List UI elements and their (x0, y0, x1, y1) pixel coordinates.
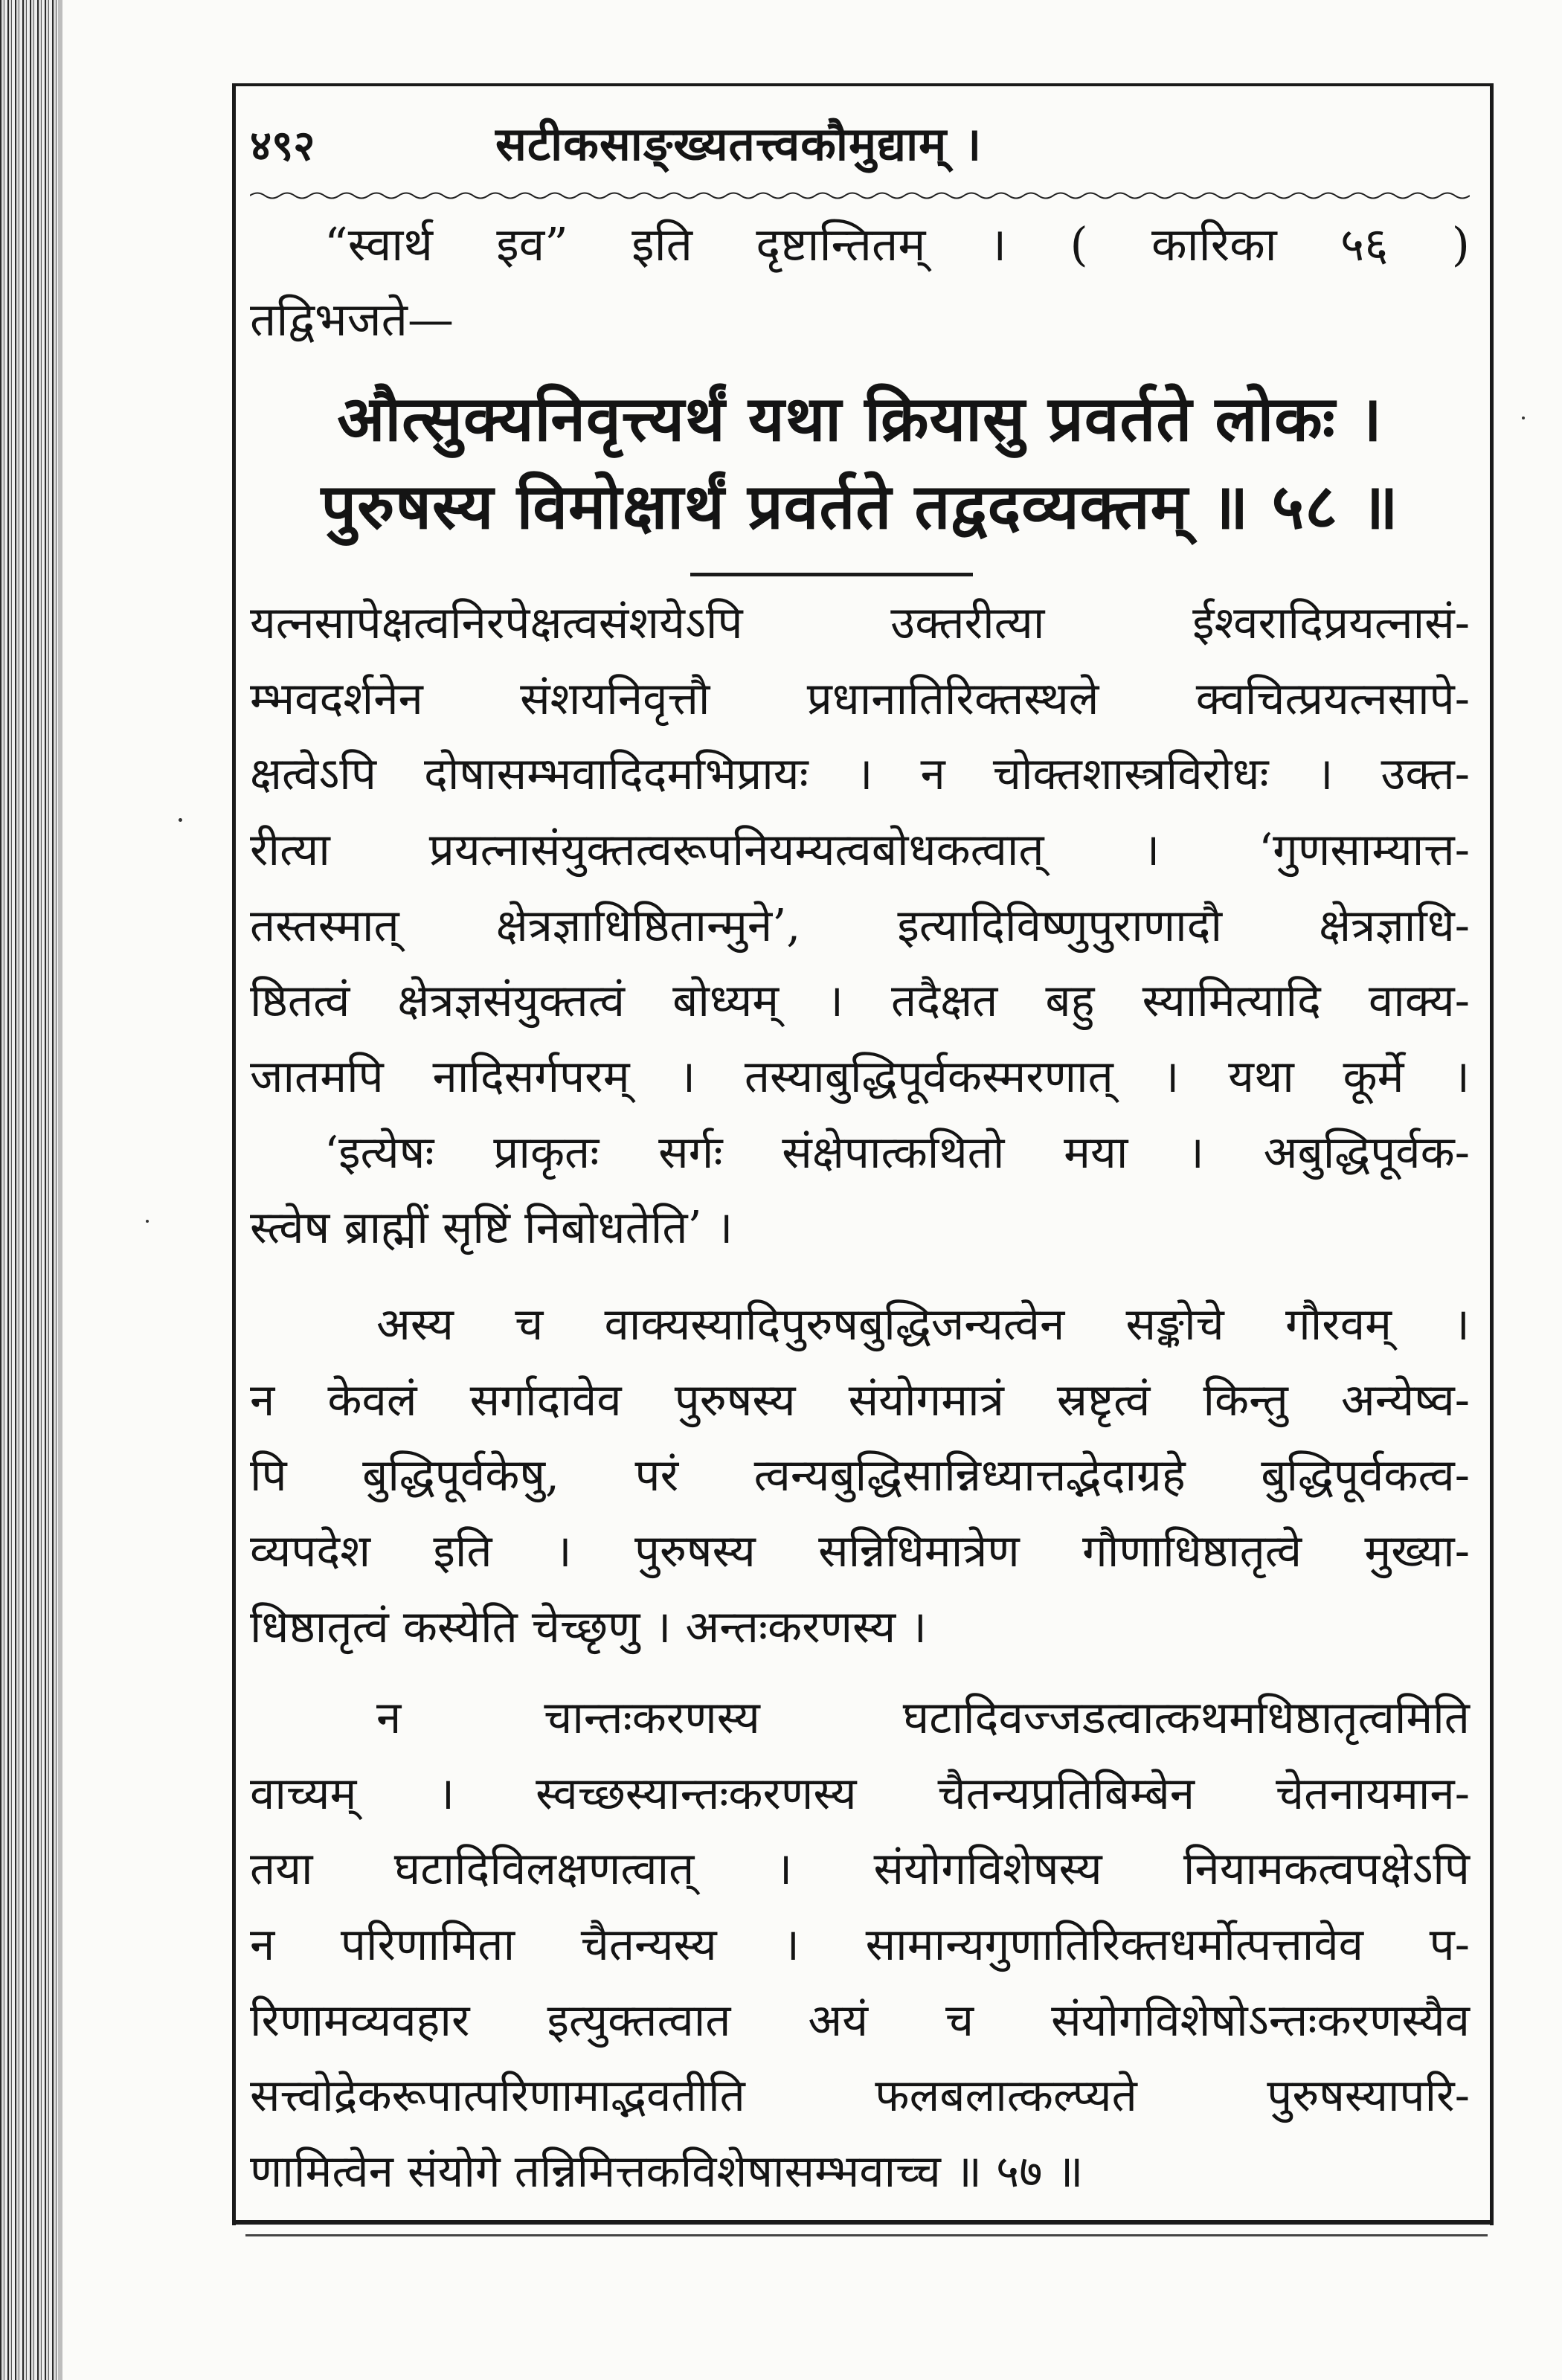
karika-line-2: पुरुषस्य विमोक्षार्थं प्रवर्तते तद्वदव्यक्तम् ॥ ५८ ॥ (321, 469, 1399, 543)
karika-line-1: औत्सुक्यनिवृत्त्यर्थं यथा क्रियासु प्रवर्तते लोकः । (337, 382, 1383, 456)
commentary-line: यत्नसापेक्षत्वनिरपेक्षत्वसंशयेऽपि उक्तरीत्या ईश्वरादिप्रयत्नासं- (250, 597, 1470, 650)
commentary-line: सत्त्वोद्रेकरूपात्परिणामाद्भवतीति फलबलात्कल्प्यते पुरुषस्यापरि- (250, 2070, 1470, 2123)
commentary-line: न केवलं सर्गादावेव पुरुषस्य संयोगमात्रं स्रष्टृत्वं किन्तु अन्येष्व- (250, 1374, 1470, 1427)
scan-speck (179, 818, 182, 822)
running-title: सटीकसाङ्ख्यतत्त्वकौमुद्याम् । (495, 117, 983, 171)
commentary-line: णामित्वेन संयोगे तन्निमित्तकविशेषासम्भवाच्च ॥ ५७ ॥ (250, 2146, 1084, 2198)
page-number: ४९२ (250, 121, 315, 170)
binding-edge (58, 0, 62, 2380)
scan-speck (146, 1220, 149, 1223)
commentary-line: क्षत्वेऽपि दोषासम्भवादिदमभिप्रायः । न चोक्तशास्त्रविरोधः । उक्त- (250, 748, 1470, 801)
commentary-line: ‘इत्येषः प्राकृतः सर्गः संक्षेपात्कथितो मया । अबुद्धिपूर्वक- (324, 1126, 1470, 1179)
binding-gutter (0, 0, 58, 2380)
scan-speck (1522, 416, 1525, 419)
commentary-line: जातमपि नादिसर्गपरम् । तस्याबुद्धिपूर्वकस्मरणात् । यथा कूर्मे । (250, 1051, 1470, 1103)
intro-line-2: तद्विभजते— (250, 292, 454, 347)
commentary-line: व्यपदेश इति । पुरुषस्य सन्निधिमात्रेण गौणाधिष्ठातृत्वे मुख्या- (250, 1525, 1470, 1578)
commentary-line: रीत्या प्रयत्नासंयुक्तत्वरूपनियम्यत्वबोधकत्वात् । ‘गुणसाम्यात्त- (250, 824, 1470, 877)
commentary-line: रिणामव्यवहार इत्युक्तत्वात अयं च संयोगविशेषोऽन्तःकरणस्यैव (250, 1994, 1470, 2047)
commentary-line: वाच्यम् । स्वच्छस्यान्तःकरणस्य चैतन्यप्रतिबिम्बेन चेतनायमान- (250, 1767, 1470, 1820)
commentary-line: तस्तस्मात् क्षेत्रज्ञाधिष्ठितान्मुने’, इत्यादिविष्णुपुराणादौ क्षेत्रज्ञाधि- (250, 899, 1470, 952)
commentary-line: पि बुद्धिपूर्वकेषु, परं त्वन्यबुद्धिसान्निध्यात्तद्भेदाग्रहे बुद्धिपूर्वकत्व- (250, 1450, 1470, 1502)
commentary-line: तया घटादिविलक्षणत्वात् । संयोगविशेषस्य नियामकत्वपक्षेऽपि (250, 1843, 1470, 1896)
commentary-line: अस्य च वाक्यस्यादिपुरुषबुद्धिजन्यत्वेन सङ्कोचे गौरवम् । (376, 1299, 1470, 1351)
commentary-line: न चान्तःकरणस्य घटादिवज्जडत्वात्कथमधिष्ठातृत्वमिति (376, 1692, 1470, 1745)
commentary-line: म्भवदर्शनेन संशयनिवृत्तौ प्रधानातिरिक्तस्थले क्वचित्प्रयत्नसापे- (250, 672, 1470, 725)
header-rule (250, 190, 1470, 201)
commentary-line: स्त्वेष ब्राह्मीं सृष्टिं निबोधतेति’ । (250, 1202, 733, 1255)
page-header (250, 112, 1470, 178)
intro-line-1: “स्वार्थ इव” इति दृष्टान्तितम् । ( कारिका ५६ ) (324, 217, 1470, 271)
verse-separator (690, 573, 973, 576)
page-frame-bottom (232, 2220, 1494, 2225)
commentary-line: न परिणामिता चैतन्यस्य । सामान्यगुणातिरिक्तधर्मोत्पत्तावेव प- (250, 1919, 1470, 1972)
commentary-line: ष्ठितत्वं क्षेत्रज्ञसंयुक्तत्वं बोध्यम् । तदैक्षत बहु स्यामित्यादि वाक्य- (250, 975, 1470, 1028)
page-frame-bottom-shadow (245, 2234, 1488, 2236)
commentary-line: धिष्ठातृत्वं कस्येति चेच्छृणु । अन्तःकरणस्य । (250, 1601, 927, 1653)
